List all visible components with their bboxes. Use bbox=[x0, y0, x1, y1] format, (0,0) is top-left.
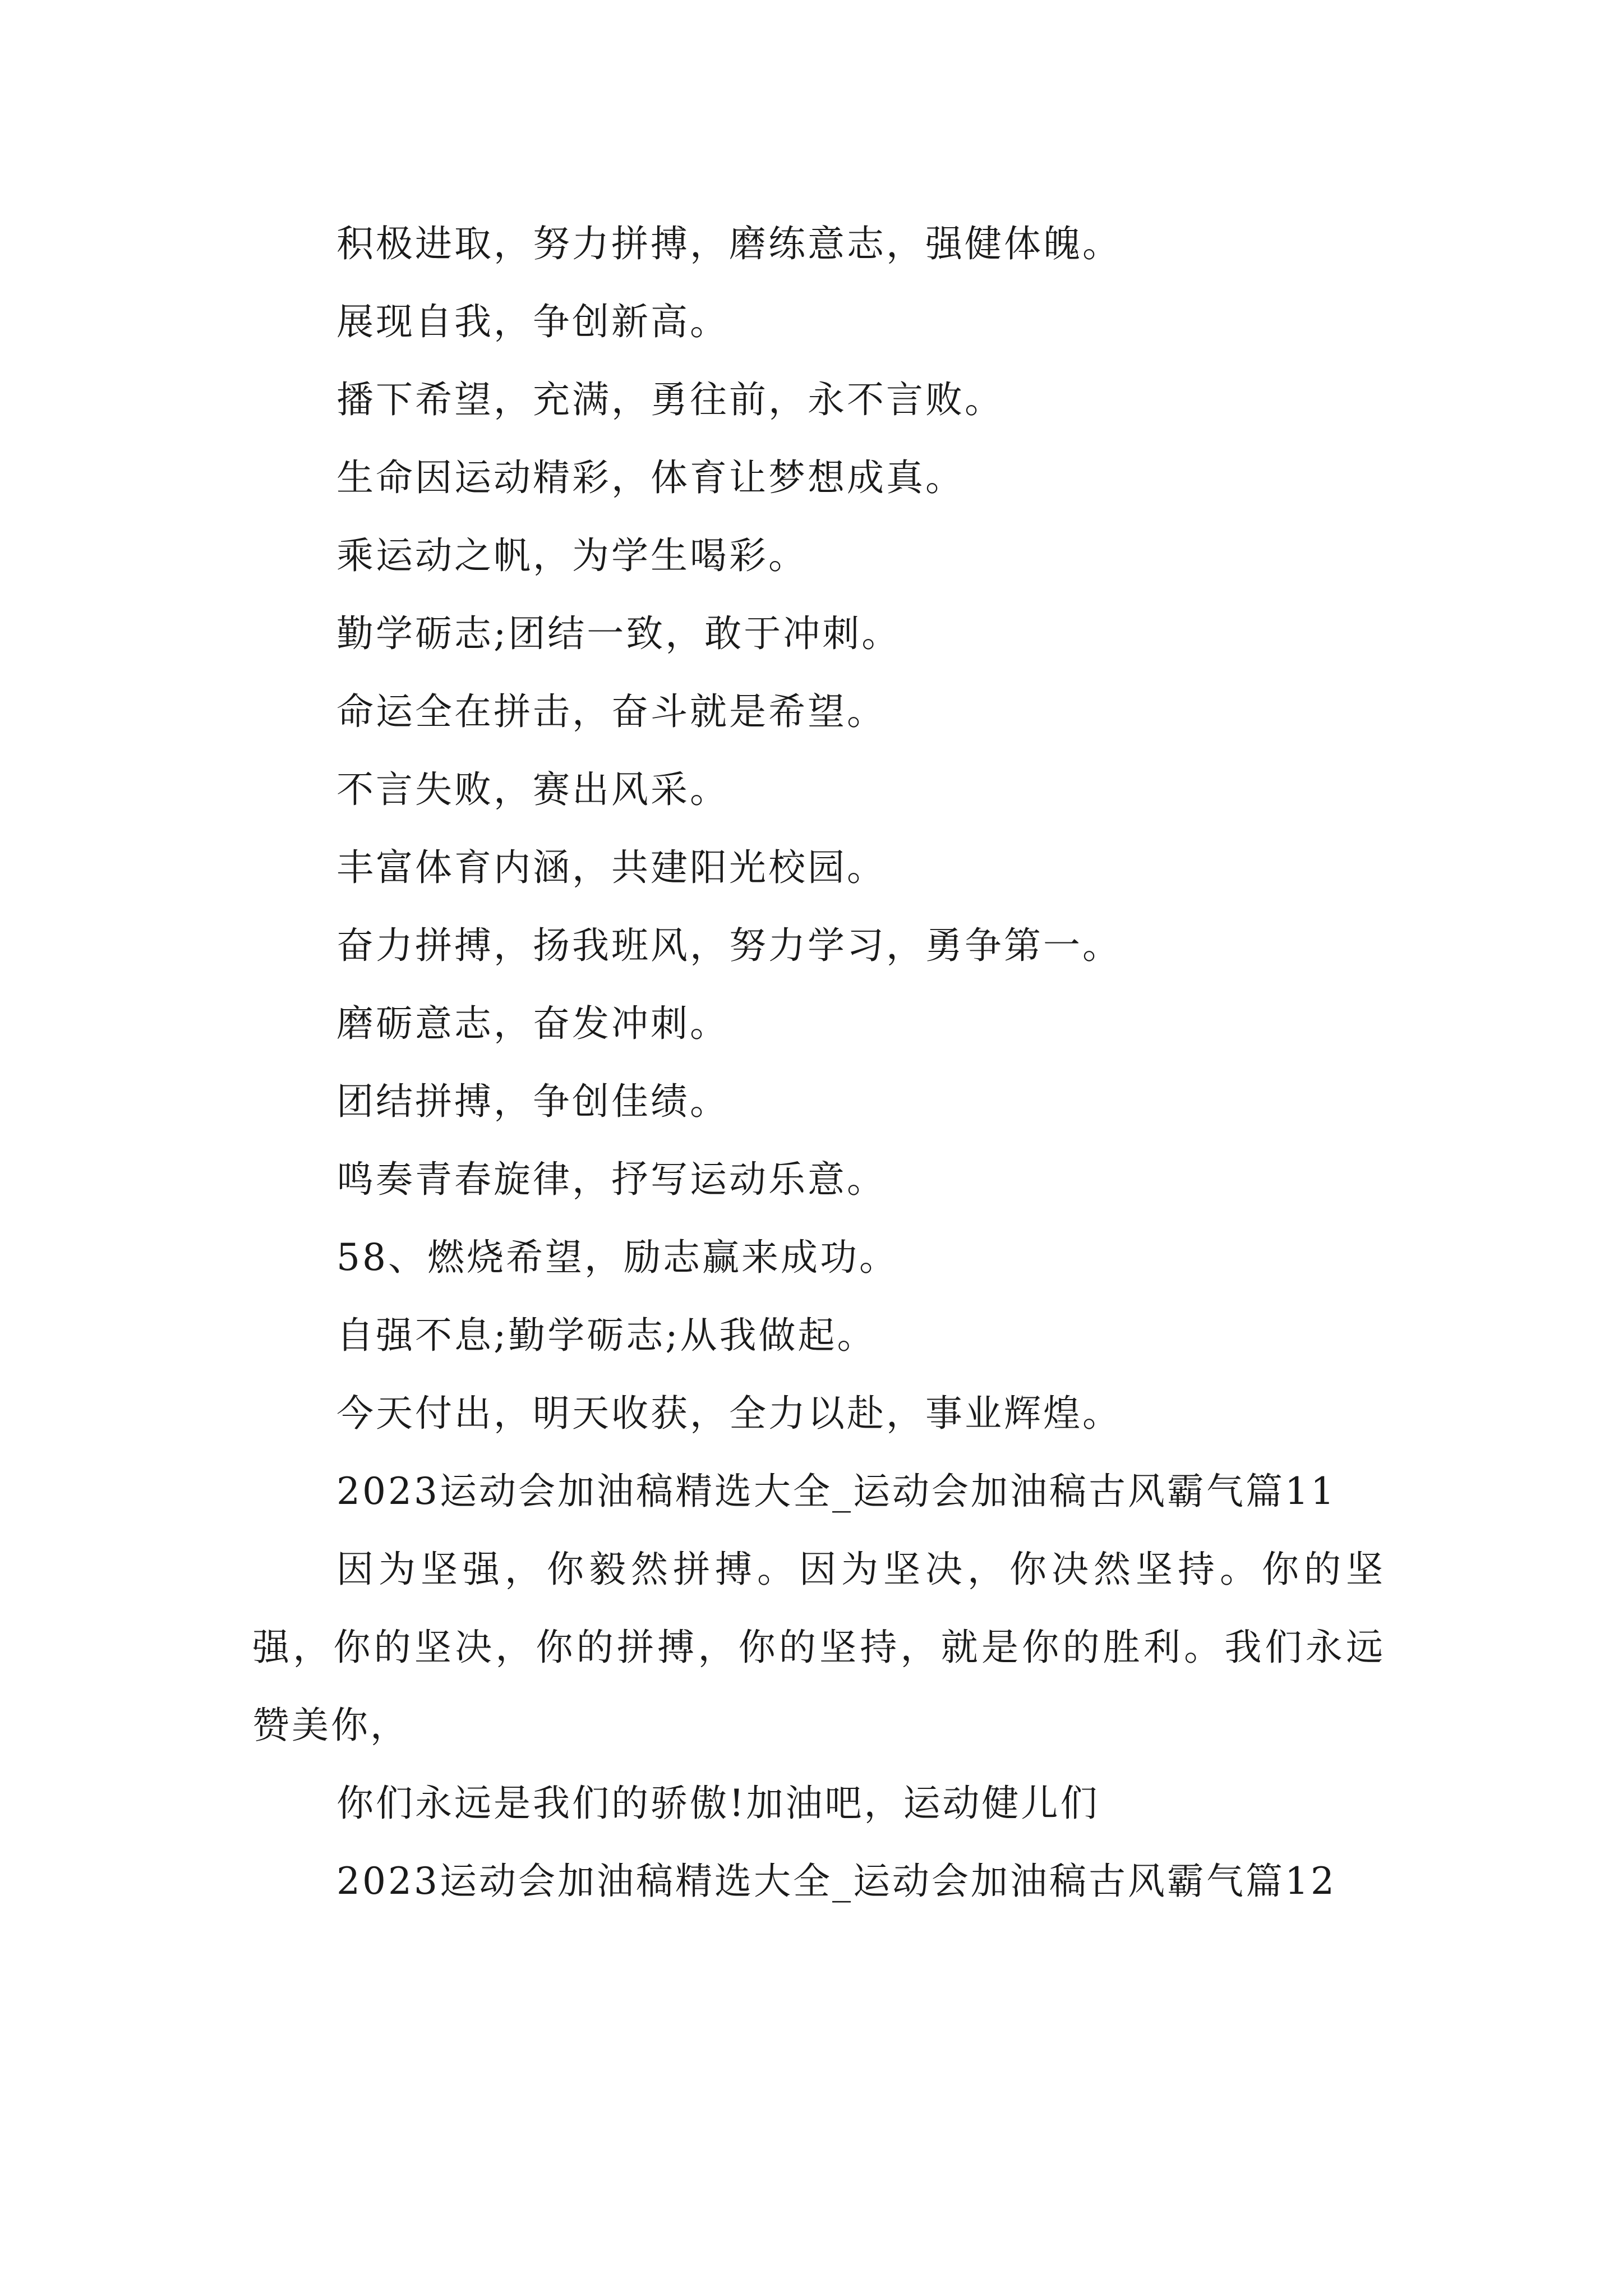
slogan-line: 团结拼搏，争创佳绩。 bbox=[336, 1080, 729, 1123]
paragraph-11: 因为坚强，你毅然拼搏。因为坚决，你决然坚持。你的坚强，你的坚决，你的拼搏，你的坚持，就是你的胜利。我们永远赞美你， bbox=[252, 1548, 1385, 1747]
slogan-line: 命运全在拼击，奋斗就是希望。 bbox=[336, 690, 886, 733]
slogan-line: 勤学砺志;团结一致，敢于冲刺。 bbox=[336, 612, 901, 655]
paragraph-11-closing: 你们永远是我们的骄傲!加油吧，运动健儿们 bbox=[336, 1782, 1100, 1825]
slogan-line: 鸣奏青春旋律，抒写运动乐意。 bbox=[336, 1158, 886, 1201]
slogan-line: 奋力拼搏，扬我班风，努力学习，勇争第一。 bbox=[336, 924, 1122, 967]
slogan-line: 积极进取，努力拼搏，磨练意志，强健体魄。 bbox=[336, 222, 1122, 265]
slogan-line: 播下希望，充满，勇往前，永不言败。 bbox=[336, 378, 1004, 421]
slogan-line: 今天付出，明天收获，全力以赴，事业辉煌。 bbox=[336, 1392, 1122, 1435]
slogan-line: 展现自我，争创新高。 bbox=[336, 300, 729, 343]
slogan-line: 磨砺意志，奋发冲刺。 bbox=[336, 1002, 729, 1045]
section-heading-12: 2023运动会加油稿精选大全_运动会加油稿古风霸气篇12 bbox=[336, 1860, 1336, 1903]
slogan-line: 乘运动之帆，为学生喝彩。 bbox=[336, 534, 808, 577]
document-body bbox=[252, 205, 1385, 1920]
slogan-line: 58、燃烧希望，励志赢来成功。 bbox=[336, 1236, 898, 1279]
section-heading-11: 2023运动会加油稿精选大全_运动会加油稿古风霸气篇11 bbox=[336, 1470, 1336, 1513]
slogan-line: 丰富体育内涵，共建阳光校园。 bbox=[336, 846, 886, 889]
slogan-line: 生命因运动精彩，体育让梦想成真。 bbox=[336, 456, 965, 499]
slogan-line: 不言失败，赛出风采。 bbox=[336, 768, 729, 811]
slogan-line: 自强不息;勤学砺志;从我做起。 bbox=[336, 1314, 877, 1357]
